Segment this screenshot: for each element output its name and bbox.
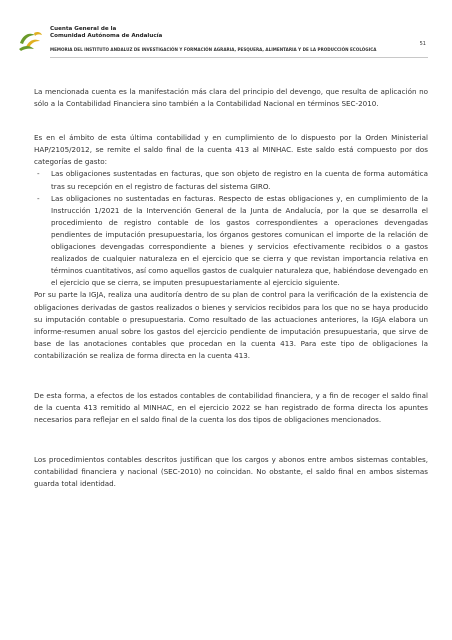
list-item [34, 193, 428, 290]
list-bullet: - [37, 193, 40, 203]
page-header [16, 26, 436, 60]
org-line-2: Comunidad Autónoma de Andalucía [50, 33, 163, 39]
document-body [34, 86, 428, 501]
paragraph-5: Los procedimientos contables descritos justifican que los cargos y abonos entre ambos sistemas contables, contabilidad financiera y nacional (SEC-2010) no coincidan. No obstante, el saldo final en ambos sistemas guarda total identidad. [34, 455, 428, 489]
list-item [34, 168, 428, 192]
header-divider [50, 57, 428, 58]
spacer [34, 372, 428, 390]
org-line-1: Cuenta General de la [50, 26, 117, 32]
organization-name [50, 26, 162, 40]
list-item-text: Las obligaciones sustentadas en facturas, que son objeto de registro en la cuenta de forma automática tras su recepción en el registro de facturas del sistema GIRO. [51, 169, 428, 191]
andalucia-logo-icon [18, 30, 44, 52]
spacer [34, 120, 428, 132]
memoria-title: MEMORIA DEL INSTITUTO ANDALUZ DE INVESTIGACIÓN Y FORMACIÓN AGRARIA, PESQUERA, ALIMENTARIA Y DE LA PRODUCCIÓN ECOLÓGICA [50, 47, 377, 52]
paragraph-4: De esta forma, a efectos de los estados contables de contabilidad financiera, y a fin de recoger el saldo final de la cuenta 413 remitido al MINHAC, en el ejercicio 2022 se han registrado de forma directa los apuntes necesarios para reflejar en el saldo final de la cuenta los dos tipos de obligaciones mencionados. [34, 390, 428, 425]
paragraph-3: Por su parte la IGJA, realiza una auditoría dentro de su plan de control para la verificación de la existencia de obligaciones derivadas de gastos realizados o bienes y servicios recibidos para los que no se haya producido su imputación contable o presupuestaria. Como resultado de las actuaciones anteriores, la IGJA elabora un informe-resumen anual sobre los gastos del ejercicio pendiente de imputación presupuestaria, que sirve de base de las anotaciones contables que procedan en la cuenta 413. Para este tipo de obligaciones la contabilización se realiza de forma directa en la cuenta 413. [34, 290, 428, 360]
paragraph-2: Es en el ámbito de esta última contabilidad y en cumplimiento de lo dispuesto por la Orden Ministerial HAP/2105/2012, se remite el saldo final de la cuenta 413 al MINHAC. Este saldo está compuesto por dos categorías de gasto: [34, 133, 428, 167]
list-item-text: Las obligaciones no sustentadas en facturas. Respecto de estas obligaciones y, en cumplimiento de la Instrucción 1/2021 de la Intervención General de la Junta de Andalucía, por la que se desarrolla el procedimiento de registro contable de los gastos correspondientes a operaciones devengadas pendientes de imputación presupuestaria, los órganos gestores comunican el importe de la relación de obligaciones devengadas correspondiente a bienes y servicios efectivamente recibidos o a gastos realizados de cualquier naturaleza en el ejercicio que se cierra y que revistan importancia relativa en términos cuantitativos, así como aquellos gastos de cualquier naturaleza que, habiéndose devengado en el ejercicio que se cierra, se imputen presupuestariamente al ejercicio siguiente. [51, 193, 428, 288]
page-number: 51 [419, 41, 426, 47]
spacer [34, 436, 428, 454]
gasto-categories-list [34, 168, 428, 289]
list-bullet: - [37, 169, 40, 179]
paragraph-1: La mencionada cuenta es la manifestación más clara del principio del devengo, que resulta de aplicación no sólo a la Contabilidad Financiera sino también a la Contabilidad Nacional en términos SEC-2010. [34, 87, 428, 109]
